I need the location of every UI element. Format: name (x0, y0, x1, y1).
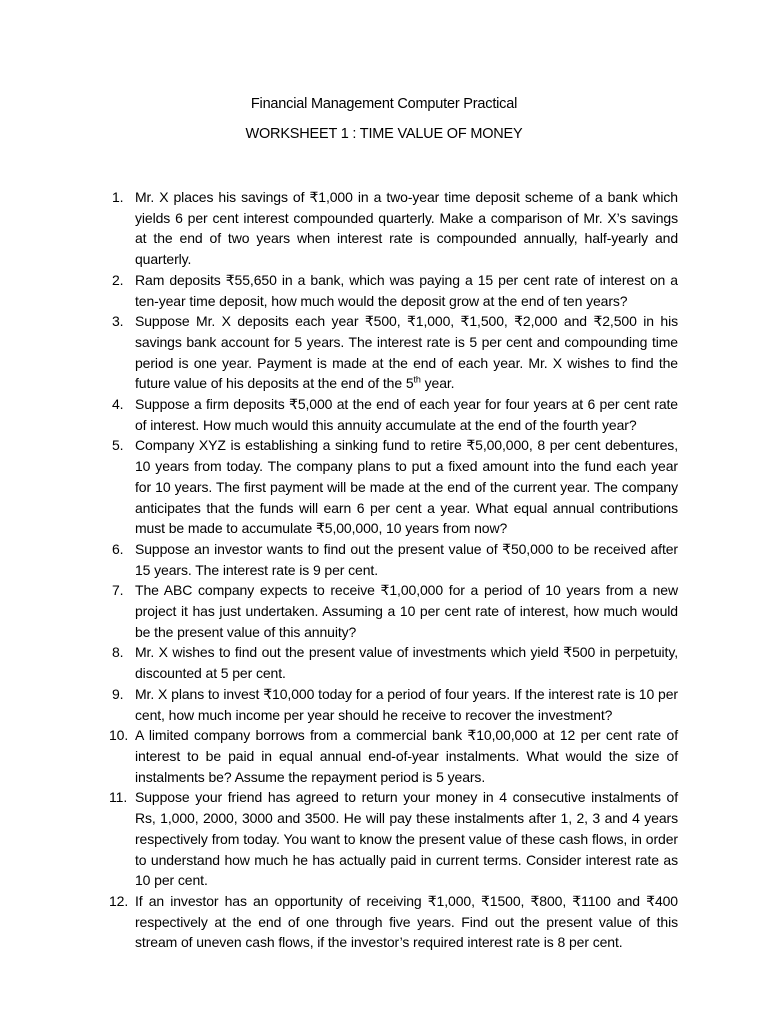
question-text: If an investor has an opportunity of receiving ₹1,000, ₹1500, ₹800, ₹1100 and ₹400 respectively at the end of one through five years. Find out the present value of this stream of uneven cash flows, if the investor’s required interest rate is 8 per cent. (135, 892, 678, 951)
question-number: 4. (112, 396, 124, 413)
question-item (112, 580, 678, 642)
question-text-end: year. (420, 375, 455, 392)
question-item (112, 270, 678, 311)
question-number: 10. (109, 727, 129, 744)
question-number: 3. (112, 313, 124, 330)
question-item (112, 394, 678, 435)
question-text: Mr. X wishes to find out the present value of investments which yield ₹500 in perpetuity, discounted at 5 per cent. (135, 644, 678, 682)
question-number: 8. (112, 644, 124, 661)
question-number: 2. (112, 271, 124, 288)
question-text: Mr. X places his savings of ₹1,000 in a two-year time deposit scheme of a bank which yields 6 per cent interest compounded quarterly. Make a comparison of Mr. X’s savings at the end of two years when interest rate is compounded annually, half-yearly and quarterly. (135, 189, 678, 268)
question-text: Suppose a firm deposits ₹5,000 at the end of each year for four years at 6 per cent rate of interest. How much would this annuity accumulate at the end of the fourth year? (135, 396, 678, 433)
question-item (112, 435, 678, 539)
question-item (112, 311, 678, 394)
question-text: Ram deposits ₹55,650 in a bank, which was paying a 15 per cent rate of interest on a ten-year time deposit, how much would the deposit grow at the end of ten years? (135, 271, 678, 309)
question-text: Suppose your friend has agreed to return your money in 4 consecutive instalments of Rs, 1,000, 2000, 3000 and 3500. He will pay these instalments after 1, 2, 3 and 4 years respectively from today. You want to know the present value of these cash flows, in order to understand how much he has actually paid in current terms. Consider interest rate as 10 per cent. (135, 789, 678, 889)
question-text: A limited company borrows from a commercial bank ₹10,00,000 at 12 per cent rate of interest to be paid in equal annual end-of-year instalments. What would the size of instalments be? Assume the repayment period is 5 years. (135, 727, 678, 785)
worksheet-title: WORKSHEET 1 : TIME VALUE OF MONEY (245, 126, 523, 142)
question-number: 5. (112, 437, 124, 454)
question-number: 6. (112, 540, 124, 557)
question-text-main: Suppose Mr. X deposits each year ₹500, ₹1,000, ₹1,500, ₹2,000 and ₹2,500 in his savings bank account for 5 years. The interest rate is 5 per cent and compounding time period is one year. Payment is made at the end of each year. Mr. X wishes to find the future value of his deposits at the end of the 5 (135, 313, 678, 392)
question-text: Mr. X plans to invest ₹10,000 today for a period of four years. If the interest rate is 10 per cent, how much income per year should he receive to recover the investment? (135, 685, 678, 723)
question-number: 11. (109, 789, 128, 806)
question-item (112, 684, 678, 725)
course-title: Financial Management Computer Practical (250, 96, 518, 112)
question-list (109, 187, 678, 953)
question-item (109, 891, 678, 953)
question-text: Company XYZ is establishing a sinking fund to retire ₹5,00,000, 8 per cent debentures, 10 years from today. The company plans to put a fixed amount into the fund each year for 10 years. The first payment will be made at the end of the current year. The company anticipates that the funds will earn 6 per cent a year. What equal annual contributions must be made to accumulate ₹5,00,000, 10 years from now? (135, 437, 678, 537)
question-item (109, 725, 678, 787)
question-item (112, 187, 678, 270)
question-number: 7. (112, 582, 124, 599)
question-text (135, 311, 678, 394)
question-number: 12. (109, 892, 129, 909)
question-item (112, 642, 678, 683)
question-text: Suppose an investor wants to find out the present value of ₹50,000 to be received after 15 years. The interest rate is 9 per cent. (135, 540, 678, 578)
question-number: 1. (112, 189, 124, 205)
question-item (109, 787, 678, 891)
ordinal-suffix: th (413, 374, 421, 385)
question-item (112, 539, 678, 580)
question-number: 9. (112, 685, 124, 702)
question-text: The ABC company expects to receive ₹1,00,000 for a period of 10 years from a new project it has just undertaken. Assuming a 10 per cent rate of interest, how much would be the present value of this annuity? (135, 582, 678, 640)
